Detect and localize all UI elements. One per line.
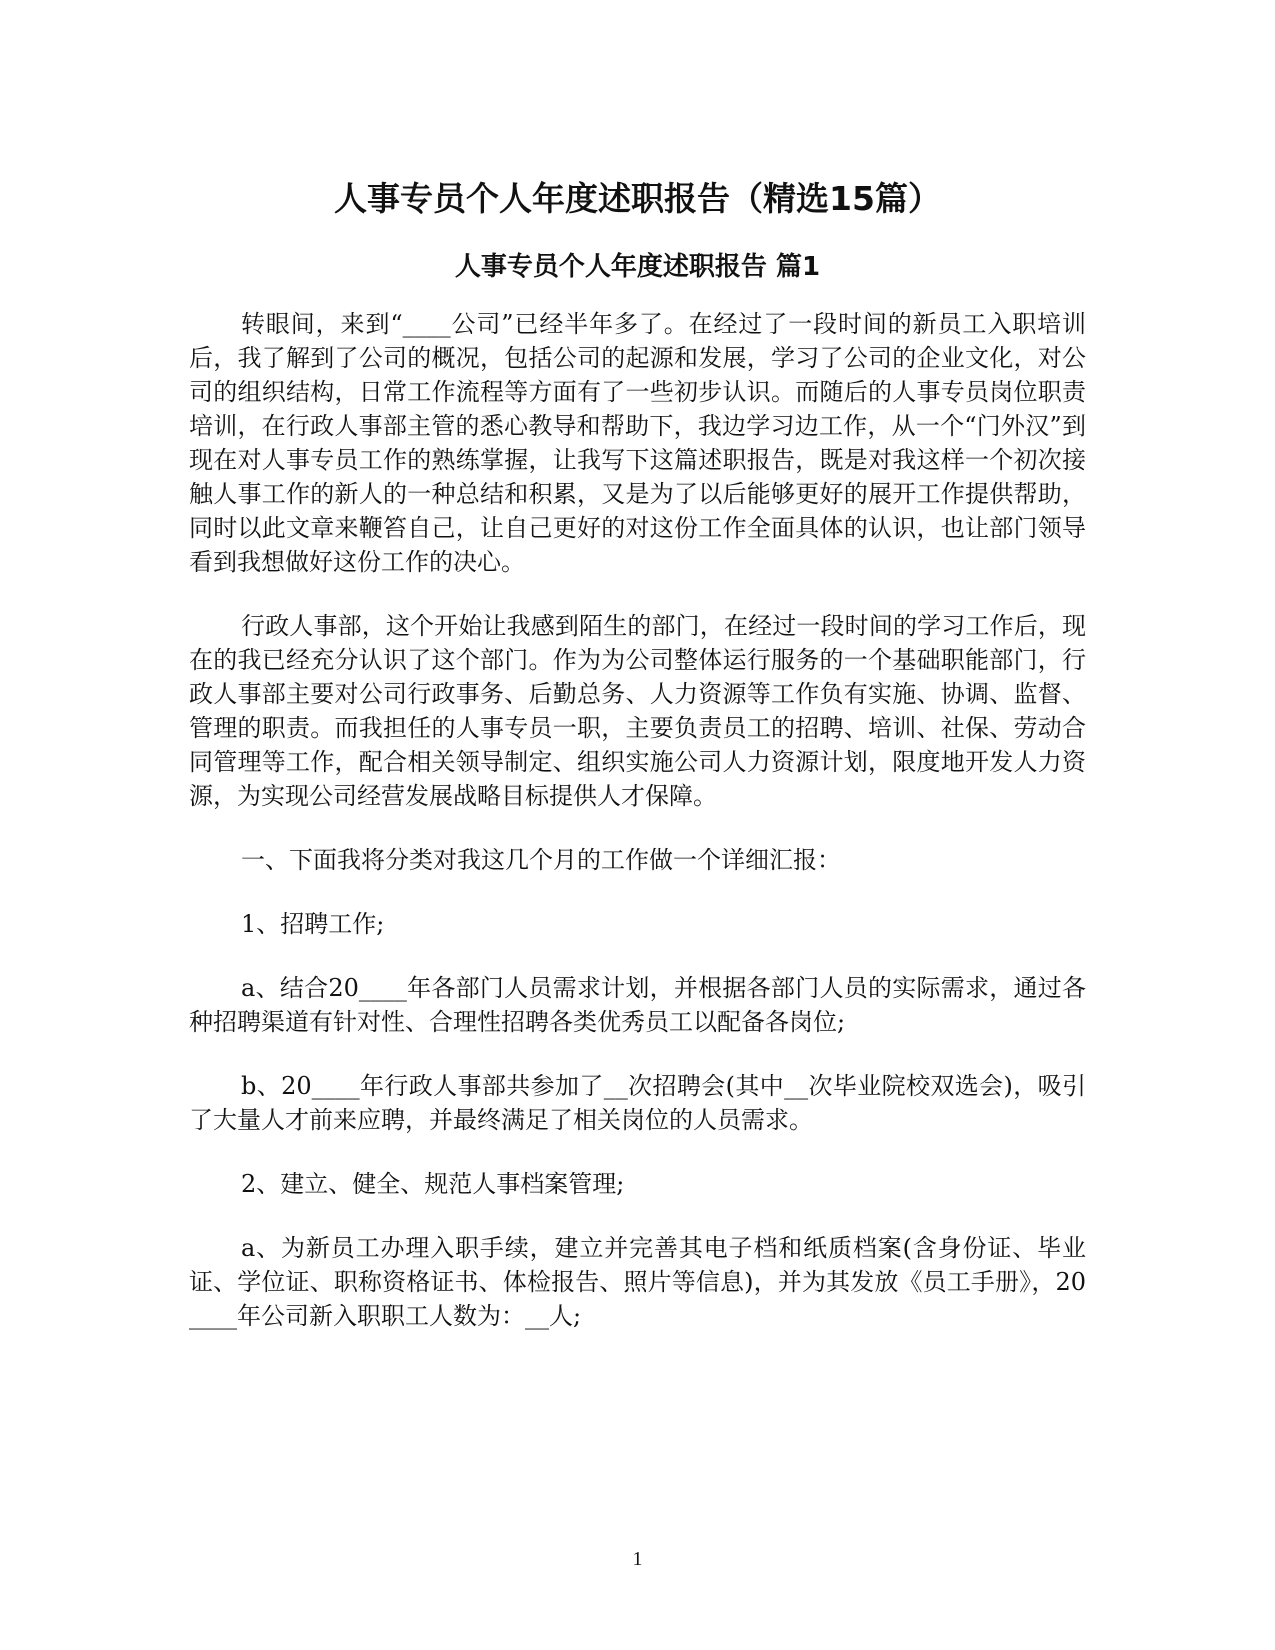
paragraph-recruitment-b: b、20____年行政人事部共参加了__次招聘会(其中__次毕业院校双选会)，吸引了大量人才前来应聘，并最终满足了相关岗位的人员需求。 [189, 1072, 1086, 1134]
document-body [189, 175, 1086, 1333]
paragraph-archive-a: a、为新员工办理入职手续，建立并完善其电子档和纸质档案(含身份证、毕业证、学位证、职称资格证书、体检报告、照片等信息)，并为其发放《员工手册》，20____年公司新入职职工人数为：__人; [189, 1234, 1086, 1330]
paragraph-department: 行政人事部，这个开始让我感到陌生的部门，在经过一段时间的学习工作后，现在的我已经充分认识了这个部门。作为为公司整体运行服务的一个基础职能部门，行政人事部主要对公司行政事务、后勤总务、人力资源等工作负有实施、协调、监督、管理的职责。而我担任的人事专员一职，主要负责员工的招聘、培训、社保、劳动合同管理等工作，配合相关领导制定、组织实施公司人力资源计划，限度地开发人力资源，为实现公司经营发展战略目标提供人才保障。 [189, 612, 1086, 810]
document-title: 人事专员个人年度述职报告（精选15篇） [334, 179, 941, 218]
section-title: 人事专员个人年度述职报告 篇1 [454, 252, 821, 282]
page-number: 1 [632, 1548, 643, 1570]
paragraph-intro: 转眼间，来到“____公司”已经半年多了。在经过了一段时间的新员工入职培训后，我了解到了公司的概况，包括公司的起源和发展，学习了公司的企业文化，对公司的组织结构，日常工作流程等方面有了一些初步认识。而随后的人事专员岗位职责培训，在行政人事部主管的悉心教导和帮助下，我边学习边工作，从一个“门外汉”到现在对人事专员工作的熟练掌握，让我写下这篇述职报告，既是对我这样一个初次接触人事工作的新人的一种总结和积累，又是为了以后能够更好的展开工作提供帮助，同时以此文章来鞭笞自己，让自己更好的对这份工作全面具体的认识，也让部门领导看到我想做好这份工作的决心。 [189, 310, 1086, 576]
paragraph-recruitment-a: a、结合20____年各部门人员需求计划，并根据各部门人员的实际需求，通过各种招聘渠道有针对性、合理性招聘各类优秀员工以配备各岗位; [189, 974, 1086, 1036]
paragraph-recruitment-heading: 1、招聘工作; [241, 910, 385, 938]
paragraph-archive-heading: 2、建立、健全、规范人事档案管理; [241, 1170, 625, 1198]
paragraph-report-heading: 一、下面我将分类对我这几个月的工作做一个详细汇报： [241, 846, 841, 874]
